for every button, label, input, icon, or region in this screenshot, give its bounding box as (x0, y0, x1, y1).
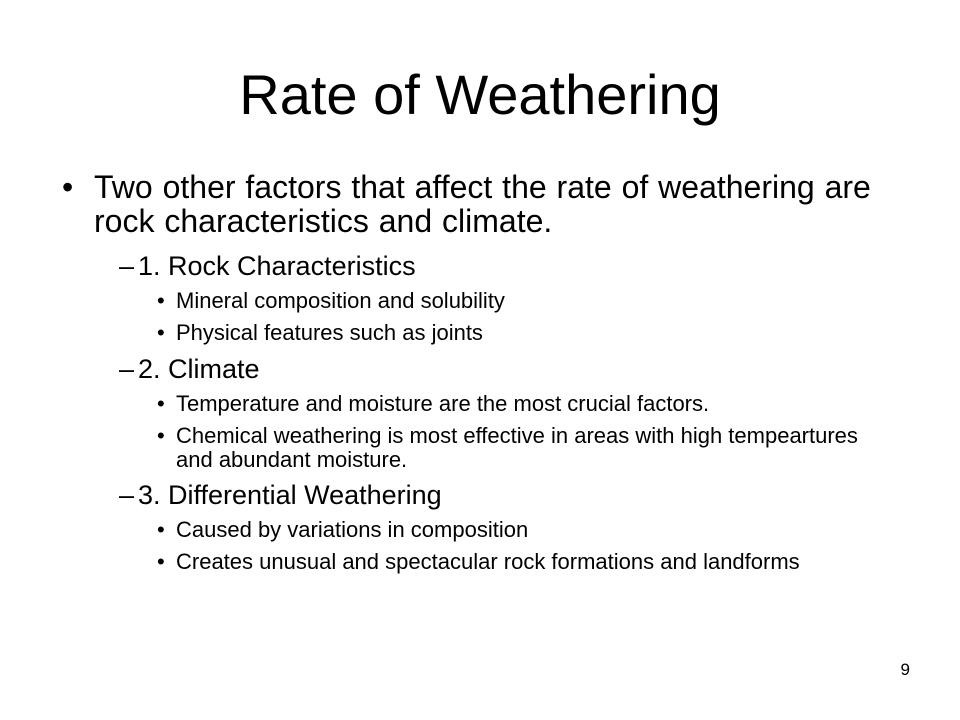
bullet-icon: • (157, 549, 165, 574)
sub-bullet-text: Creates unusual and spectacular rock formations and landforms (176, 549, 800, 574)
bullet-icon: • (157, 320, 165, 345)
dash-icon: – (119, 480, 135, 510)
bullet-icon: • (157, 423, 165, 448)
bullet-icon: • (157, 517, 165, 542)
section-heading-text: 2. Climate (138, 354, 260, 384)
bullet-icon: • (62, 169, 74, 205)
sub-bullet-text: Temperature and moisture are the most crucial factors. (176, 391, 710, 416)
bullet-icon: • (157, 391, 165, 416)
section-heading-text: 1. Rock Characteristics (138, 251, 416, 281)
sub-bullet-text: Mineral composition and solubility (176, 288, 505, 313)
intro-text: Two other factors that affect the rate of weathering are rock characteristics and climate. (94, 169, 871, 239)
sub-bullet-text: Chemical weathering is most effective in areas with high tempeartures and abundant moisture. (176, 423, 858, 472)
dash-icon: – (119, 354, 135, 384)
sub-bullet-text: Caused by variations in composition (176, 517, 529, 542)
section-heading-text: 3. Differential Weathering (138, 480, 442, 510)
dash-icon: – (119, 251, 135, 281)
bullet-icon: • (157, 288, 165, 313)
sub-bullet-text: Physical features such as joints (176, 320, 483, 345)
page-number: 9 (900, 660, 910, 679)
slide-title: Rate of Weathering (239, 63, 721, 126)
